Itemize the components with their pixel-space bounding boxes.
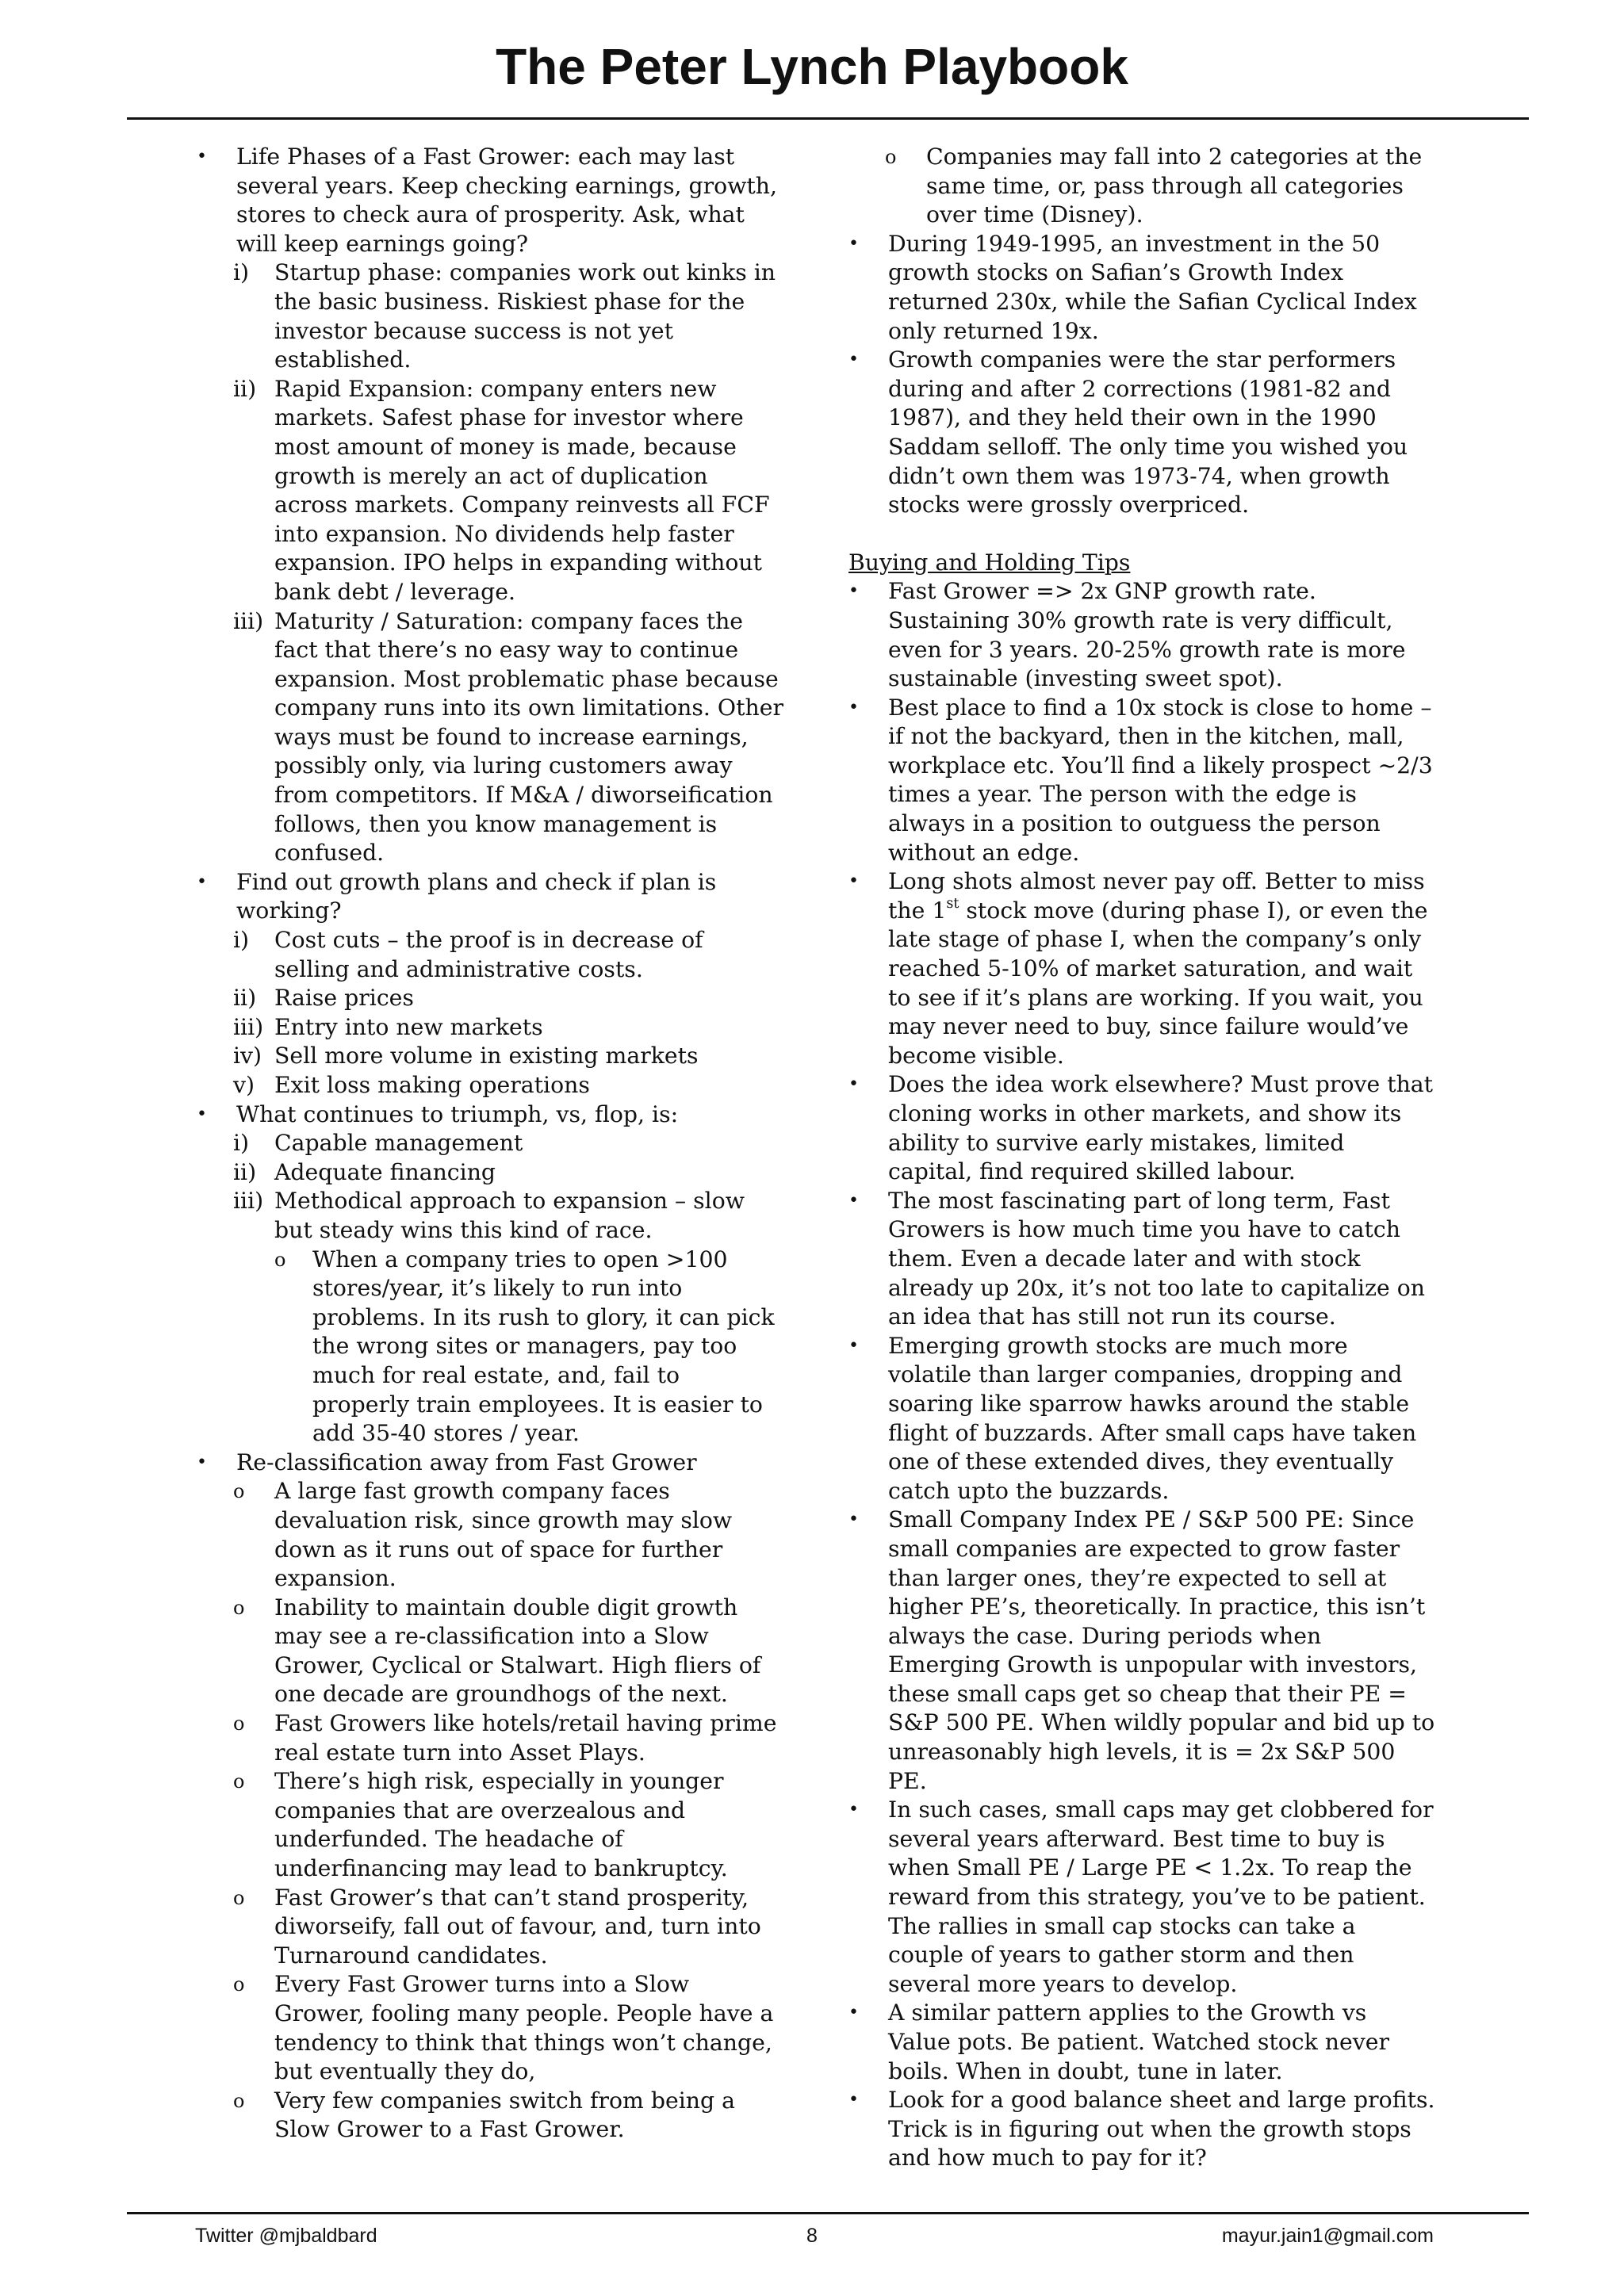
- list-item-text: In such cases, small caps may get clobbered for several years afterward. Best time to buy is when Small PE / Large PE < 1.2x. To reap the reward from this strategy, you’ve to be patient. The rallies in small cap stocks can take a couple of years to gather storm and then several more years to develop.: [888, 1797, 1434, 1997]
- list-marker: iii): [233, 607, 264, 634]
- list-marker: i): [233, 927, 250, 954]
- list-marker: •: [848, 1335, 859, 1356]
- page-title: The Peter Lynch Playbook: [496, 38, 1128, 95]
- list-marker: •: [197, 1104, 207, 1124]
- list-marker: •: [197, 1452, 207, 1472]
- list-item: [197, 1129, 783, 1158]
- list-marker: iv): [233, 1043, 262, 1070]
- list-item-text: Growth companies were the star performers during and after 2 corrections (1981-82 and 1987), and they held their own in the 1990 Saddam selloff. The only time you wished you didn’t own them was 1973-74, when growth stocks were grossly overpriced.: [888, 346, 1408, 519]
- list-marker: i): [233, 259, 250, 286]
- list-item-text: Methodical approach to expansion – slow but steady wins this kind of race.: [274, 1188, 745, 1243]
- list-marker: o: [233, 1480, 245, 1503]
- list-item-text: Look for a good balance sheet and large profits. Trick is in figuring out when the growth stops and how much to pay for it?: [888, 2087, 1435, 2172]
- list-marker: •: [848, 233, 859, 254]
- footer-page-number: 8: [806, 2225, 818, 2247]
- list-item-text: Fast Growers like hotels/retail having prime real estate turn into Asset Plays.: [274, 1710, 777, 1766]
- list-marker: iii): [233, 1013, 264, 1040]
- list-item: [197, 1013, 783, 1043]
- list-item: [848, 577, 1435, 693]
- list-item-text: Maturity / Saturation: company faces the fact that there’s no easy way to continue expansion. Most problematic phase because company runs into its own limitations. Other ways must be found to increase earnings, possibly only, via luring customers away from competitors. If M&A / diworseification follows, then you know management is confused.: [274, 607, 783, 867]
- list-item: [197, 607, 783, 868]
- list-item: [848, 1332, 1435, 1506]
- list-item-text: Rapid Expansion: company enters new markets. Safest phase for investor where most amount of money is made, because growth is merely an act of duplication across markets. Company reinvests all FCF into expansion. No dividends help faster expansion. IPO helps in expanding without bank debt / leverage.: [274, 375, 770, 605]
- list-item: [848, 346, 1435, 520]
- list-item: [197, 258, 783, 374]
- list-marker: o: [233, 2089, 245, 2112]
- list-item: [848, 2086, 1435, 2173]
- list-item: [197, 375, 783, 607]
- list-marker: i): [233, 1130, 250, 1157]
- list-item: [197, 1477, 783, 1593]
- list-item-text: During 1949-1995, an investment in the 50 growth stocks on Safian’s Growth Index returned 230x, while the Safian Cyclical Index only returned 19x.: [888, 230, 1417, 344]
- list-item: [848, 1070, 1435, 1186]
- paragraph-spacer: [848, 520, 1435, 549]
- list-item-text: The most fascinating part of long term, Fast Growers is how much time you have to catch them. Even a decade later and with stock already up 20x, it’s not too late to capitalize on an idea that has still not run its course.: [888, 1187, 1426, 1330]
- list-item-text: Companies may fall into 2 categories at the same time, or, pass through all categories over time (Disney).: [926, 144, 1423, 228]
- list-marker: •: [848, 1190, 859, 1211]
- list-item-text: Best place to find a 10x stock is close to home – if not the backyard, then in the kitchen, mall, workplace etc. You’ll find a likely prospect ~2/3 times a year. The person with the edge is always in a position to outguess the person without an edge.: [888, 694, 1433, 866]
- list-item-text: Fast Grower => 2x GNP growth rate. Sustaining 30% growth rate is very difficult, even for 3 years. 20-25% growth rate is more sustainable (investing sweet spot).: [888, 578, 1406, 692]
- list-marker: o: [233, 1596, 245, 1619]
- list-item-text: Entry into new markets: [274, 1013, 543, 1040]
- list-item: [197, 1884, 783, 1971]
- list-marker: v): [233, 1072, 255, 1098]
- list-marker: •: [848, 1510, 859, 1530]
- list-item: [848, 1187, 1435, 1332]
- list-item: [848, 867, 1435, 1070]
- list-item-text: Capable management: [274, 1130, 523, 1157]
- list-item: [197, 868, 783, 926]
- list-item-text: What continues to triumph, vs, flop, is:: [236, 1100, 679, 1127]
- list-item-text: There’s high risk, especially in younger companies that are overzealous and underfunded. The headache of underfinancing may lead to bankruptcy.: [274, 1768, 728, 1882]
- list-item-text: A large fast growth company faces devaluation risk, since growth may slow down as it runs out of space for further expansion.: [274, 1478, 733, 1592]
- list-item: [197, 926, 783, 984]
- footer-divider: [127, 2212, 1529, 2214]
- list-marker: o: [274, 1248, 286, 1271]
- list-item: [197, 1970, 783, 2086]
- list-marker: ii): [233, 375, 257, 402]
- list-marker: ii): [233, 1158, 257, 1185]
- list-item: [197, 1767, 783, 1883]
- footer-email: mayur.jain1@gmail.com: [1221, 2225, 1434, 2247]
- list-item: [197, 984, 783, 1013]
- list-item-text: Adequate financing: [274, 1158, 496, 1185]
- list-item-text: A similar pattern applies to the Growth vs Value pots. Be patient. Watched stock never boils. When in doubt, tune in later.: [888, 1999, 1389, 2084]
- list-marker: ii): [233, 985, 257, 1012]
- list-item: [197, 1187, 783, 1245]
- list-item: [848, 1999, 1435, 2086]
- header-divider: [127, 117, 1529, 120]
- list-item-text: Cost cuts – the proof is in decrease of selling and administrative costs.: [274, 927, 703, 982]
- list-item-text: Exit loss making operations: [274, 1072, 590, 1098]
- list-marker: •: [197, 871, 207, 892]
- list-item-text: Small Company Index PE / S&P 500 PE: Since small companies are expected to grow faster than larger ones, they’re expected to sell at higher PE’s, theoretically. In practice, this isn’t always the case. During periods when Emerging Growth is unpopular with investors, these small caps get so cheap that their PE = S&P 500 PE. When wildly popular and bid up to unreasonably high levels, it is = 2x S&P 500 PE.: [888, 1506, 1435, 1794]
- list-marker: o: [233, 1770, 245, 1793]
- list-item-text: Startup phase: companies work out kinks in the basic business. Riskiest phase for the investor because success is not yet established.: [274, 259, 776, 373]
- left-column: [197, 143, 783, 2145]
- list-item-text: Long shots almost never pay off. Better to miss the 1: [888, 868, 1425, 924]
- list-item-text: Sell more volume in existing markets: [274, 1043, 699, 1070]
- list-item: [848, 1796, 1435, 1999]
- list-marker: •: [848, 350, 859, 370]
- list-marker: •: [848, 1074, 859, 1095]
- list-item-text: Find out growth plans and check if plan is working?: [236, 868, 717, 924]
- list-item-text: Does the idea work elsewhere? Must prove that cloning works in other markets, and show its ability to survive early mistakes, limited capital, find required skilled labour.: [888, 1071, 1434, 1185]
- list-item: [197, 1594, 783, 1709]
- list-item-text: Emerging growth stocks are much more volatile than larger companies, dropping and soaring like sparrow hawks around the stable flight of buzzards. After small caps have taken one of these extended dives, they eventually catch upto the buzzards.: [888, 1332, 1417, 1504]
- list-item-text: Fast Grower’s that can’t stand prosperity, diworseify, fall out of favour, and, turn into Turnaround candidates.: [274, 1884, 761, 1969]
- list-item: [197, 1448, 783, 1478]
- list-marker: •: [848, 697, 859, 718]
- list-marker: •: [848, 2090, 859, 2110]
- list-item-text: Very few companies switch from being a Slow Grower to a Fast Grower.: [274, 2087, 735, 2143]
- list-item-text: Life Phases of a Fast Grower: each may last several years. Keep checking earnings, growth, stores to check aura of prosperity. Ask, what will keep earnings going?: [236, 144, 778, 257]
- right-column: [848, 143, 1435, 2173]
- list-item: [848, 230, 1435, 346]
- list-item: [197, 2087, 783, 2145]
- list-item: [848, 1506, 1435, 1796]
- list-marker: •: [848, 871, 859, 892]
- list-item-text: Inability to maintain double digit growth may see a re-classification into a Slow Grower, Cyclical or Stalwart. High fliers of one decade are groundhogs of the next.: [274, 1594, 761, 1708]
- section-heading: Buying and Holding Tips: [848, 549, 1131, 576]
- list-marker: •: [197, 147, 207, 166]
- list-item: [197, 143, 783, 258]
- superscript: st: [946, 896, 959, 913]
- list-marker: o: [885, 146, 897, 168]
- list-marker: o: [233, 1712, 245, 1735]
- list-item: [197, 1100, 783, 1130]
- list-item: [197, 1042, 783, 1071]
- footer-twitter-handle: Twitter @mjbaldbard: [195, 2225, 377, 2247]
- list-item: [197, 1158, 783, 1188]
- list-marker: •: [848, 581, 859, 602]
- list-item-text: When a company tries to open >100 stores/year, it’s likely to run into problems. In its rush to glory, it can pick the wrong sites or managers, pay too much for real estate, and, fail to properly train employees. It is easier to add 35-40 stores / year.: [312, 1246, 775, 1447]
- list-item-text-continued: stock move (during phase I), or even the late stage of phase I, when the company’s only reached 5-10% of market saturation, and wait to see if it’s plans are working. If you wait, you may never need to buy, since failure would’ve become visible.: [888, 897, 1428, 1069]
- list-item: [197, 1071, 783, 1100]
- list-marker: o: [233, 1886, 245, 1909]
- list-item-text: Raise prices: [274, 985, 414, 1012]
- list-marker: o: [233, 1973, 245, 1996]
- list-item: [848, 694, 1435, 868]
- list-item: [848, 143, 1435, 230]
- list-marker: •: [848, 2003, 859, 2023]
- list-item-text: Every Fast Grower turns into a Slow Grower, fooling many people. People have a tendency to think that things won’t change, but eventually they do,: [274, 1971, 774, 2085]
- list-item: [197, 1246, 783, 1448]
- list-item: [197, 1709, 783, 1767]
- list-marker: iii): [233, 1188, 264, 1215]
- list-item-text: Re-classification away from Fast Grower: [236, 1448, 697, 1475]
- list-marker: •: [848, 1800, 859, 1820]
